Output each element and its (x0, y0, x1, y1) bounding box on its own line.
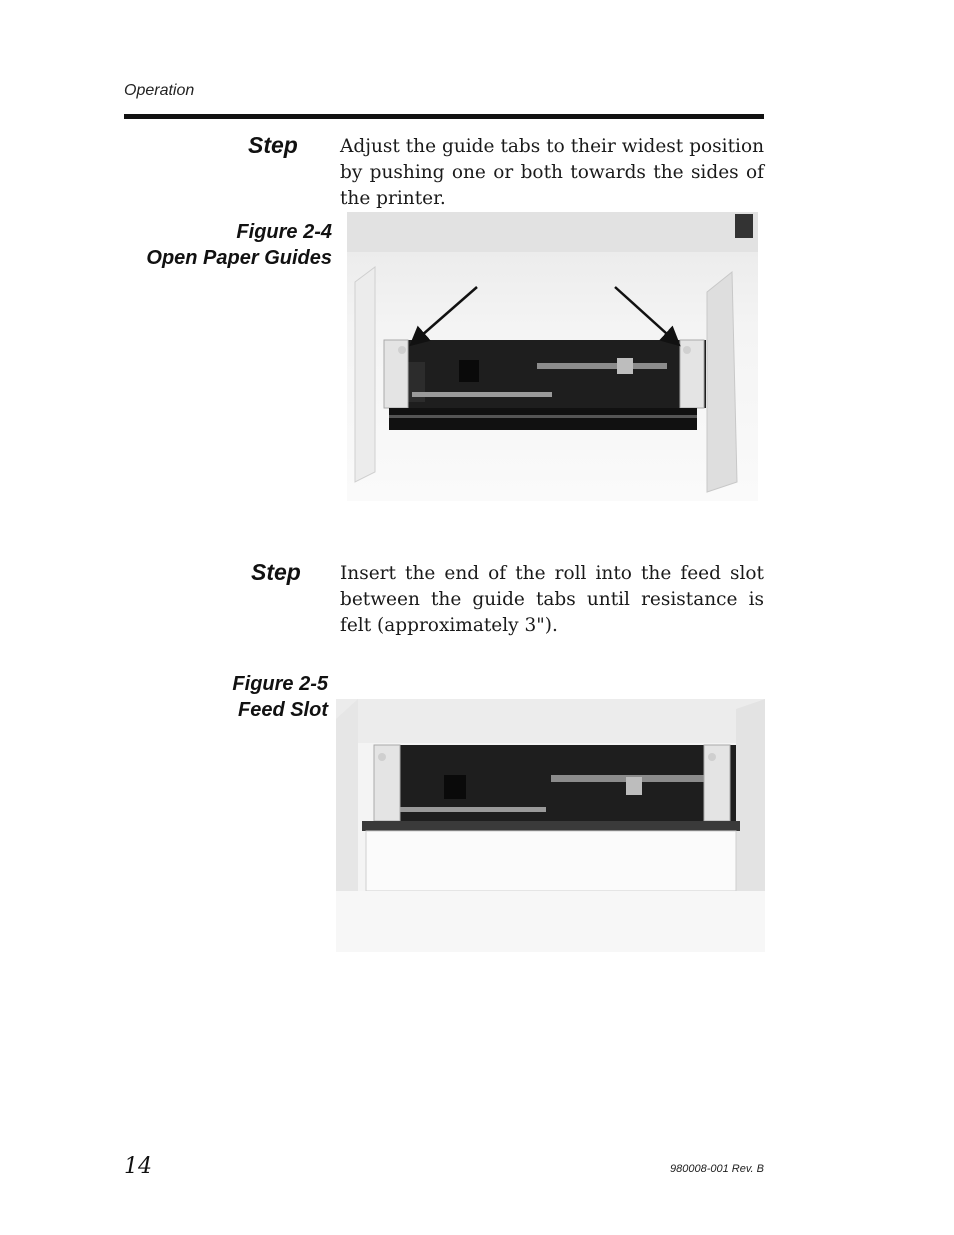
figure-title: Feed Slot (237, 699, 328, 721)
figure-caption-2-5 (128, 671, 328, 723)
step-label-1: Step (248, 132, 298, 158)
figure-caption-2-4 (112, 219, 332, 271)
figure-image-feed-slot (336, 699, 765, 952)
header-rule (124, 114, 764, 119)
step-text-1: Adjust the guide tabs to their widest position by pushing one or both towards the sides of the printer. (340, 136, 764, 209)
document-id: 980008-001 Rev. B (670, 1163, 764, 1175)
step-text-2: Insert the end of the roll into the feed slot between the guide tabs until resistance is felt (approximately 3"). (340, 563, 764, 636)
running-header: Operation (124, 82, 195, 99)
figure-title: Open Paper Guides (146, 247, 332, 269)
figure-number: Figure 2-4 (236, 221, 332, 243)
page-number: 14 (124, 1154, 152, 1179)
step-label-2: Step (251, 559, 301, 585)
figure-image-open-paper-guides (347, 212, 758, 501)
figure-number: Figure 2-5 (232, 673, 328, 695)
